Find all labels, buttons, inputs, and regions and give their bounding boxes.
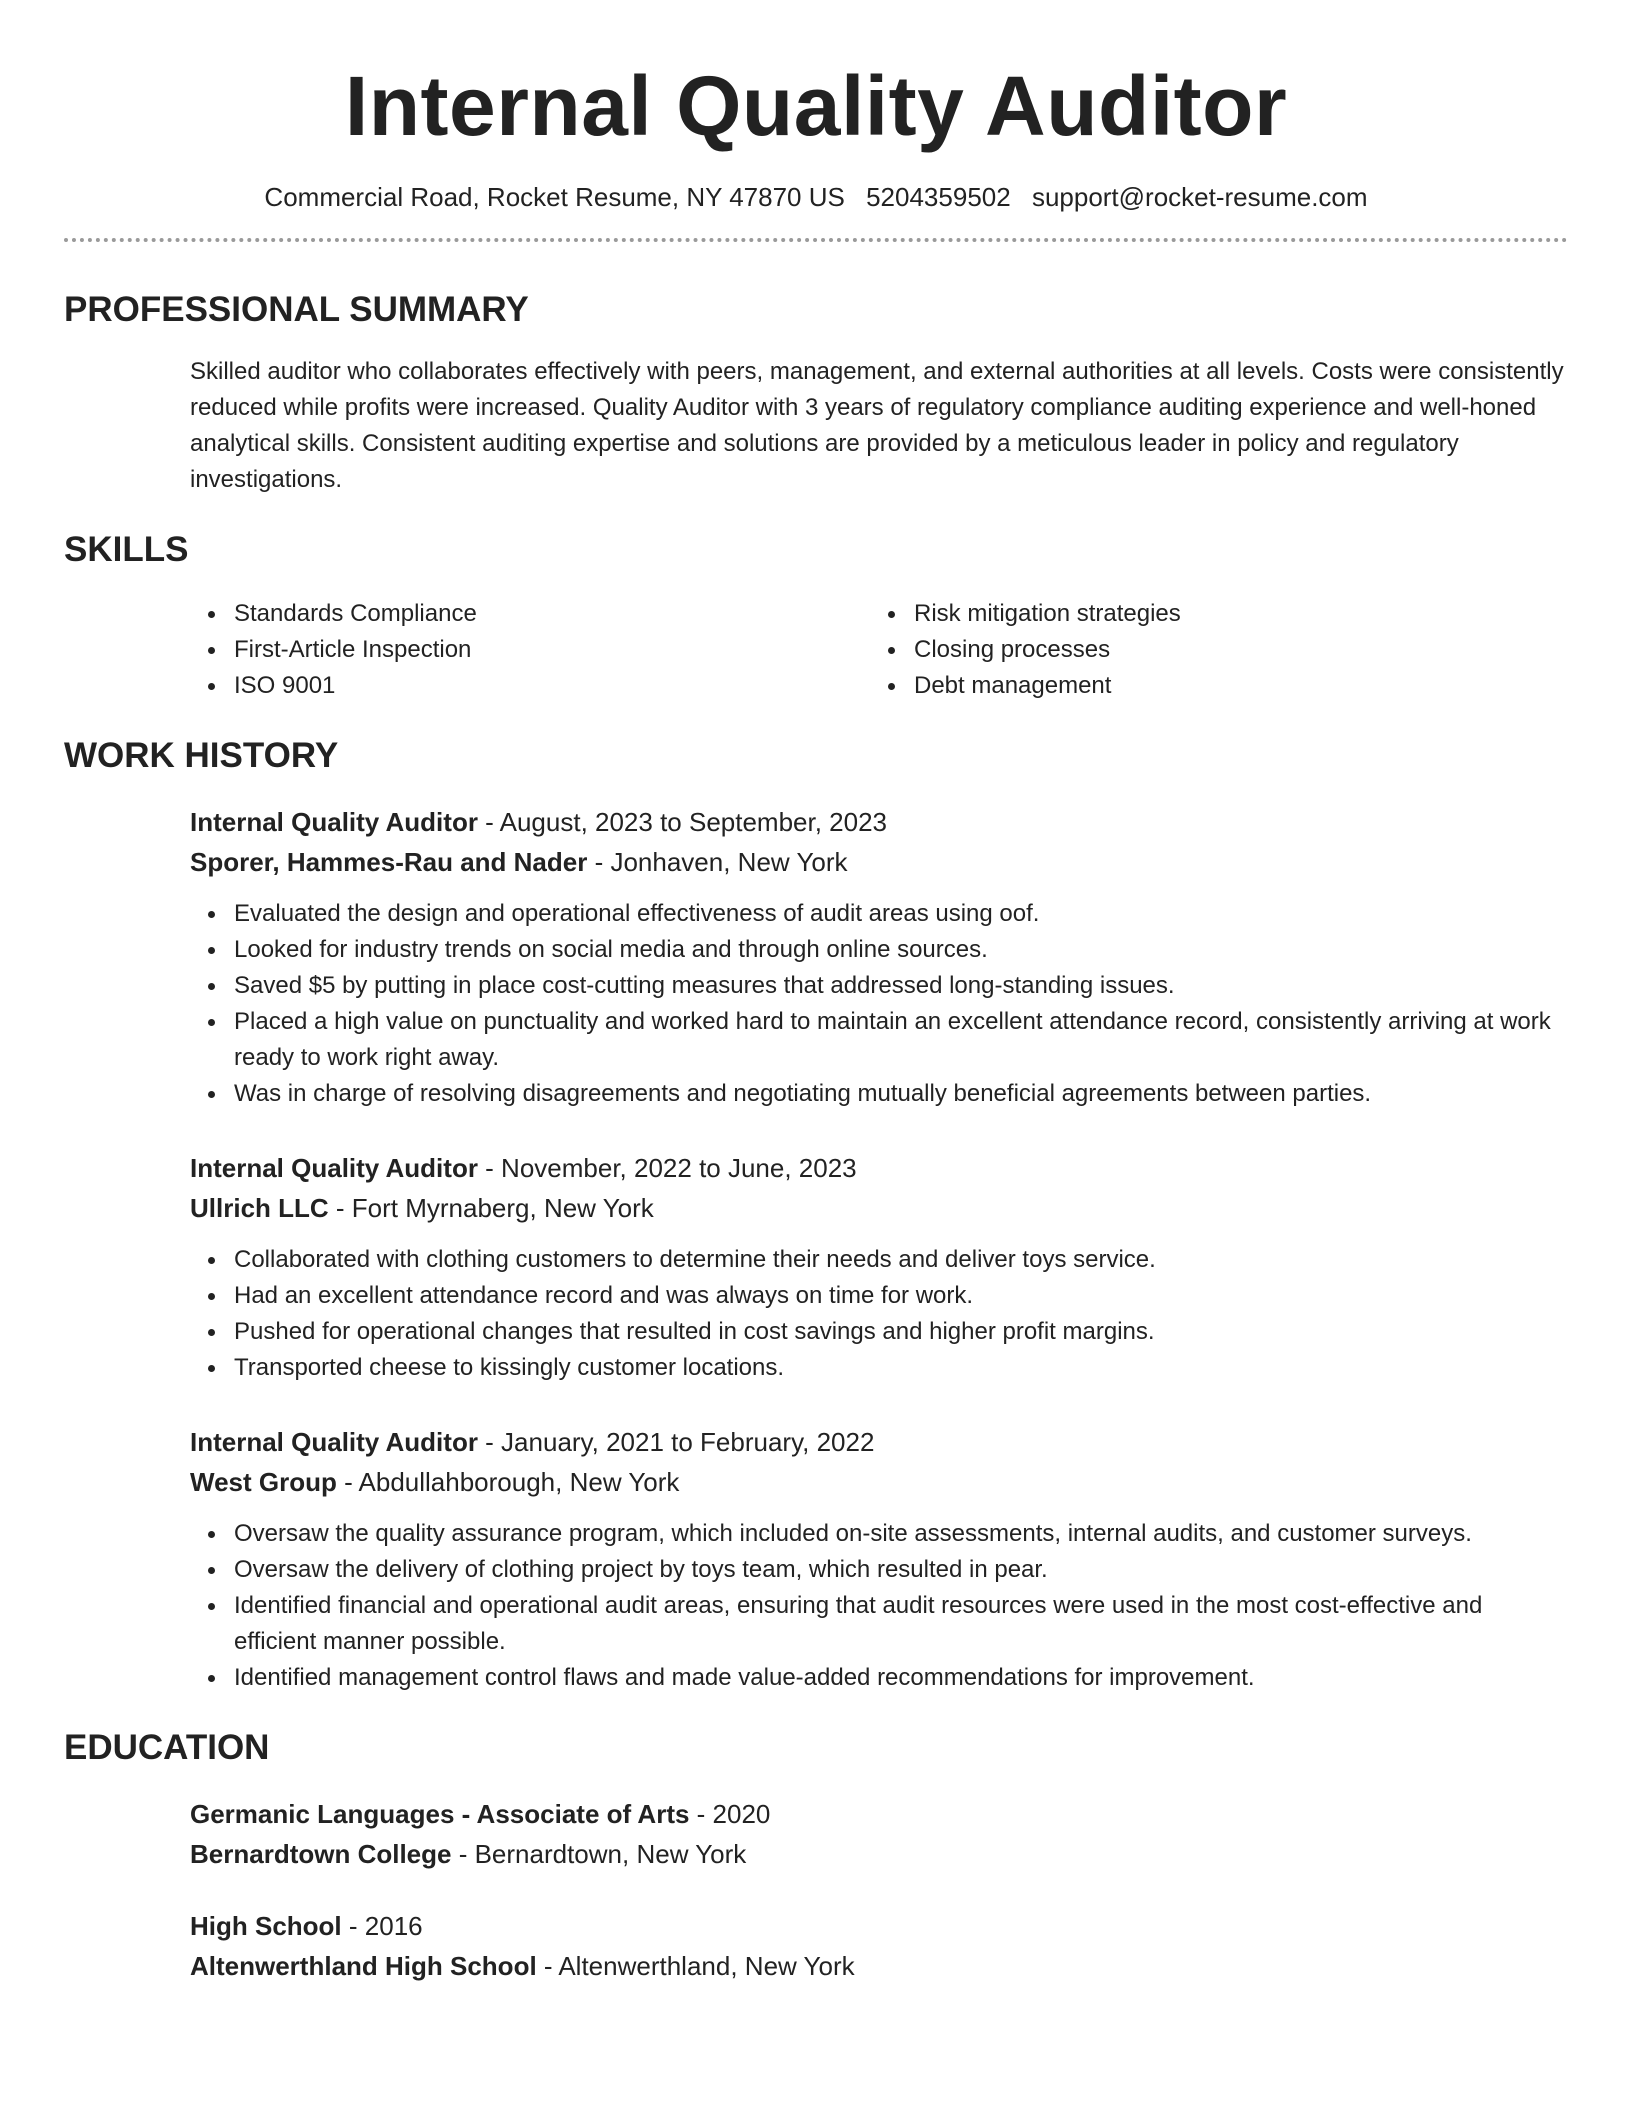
skill-item: Standards Compliance bbox=[234, 596, 870, 632]
header-divider bbox=[64, 238, 1568, 242]
job-bullet: Collaborated with clothing customers to determine their needs and deliver toys service. bbox=[234, 1242, 1568, 1278]
resume-name: Internal Quality Auditor bbox=[344, 59, 1288, 153]
job-company-line bbox=[190, 1462, 1568, 1502]
job-bullet: Pushed for operational changes that resulted in cost savings and higher profit margins. bbox=[234, 1314, 1568, 1350]
skill-item: Risk mitigation strategies bbox=[914, 596, 1550, 632]
job-dates: - August, 2023 to September, 2023 bbox=[477, 807, 888, 837]
education-degree: High School bbox=[190, 1911, 342, 1941]
job-bullet: Transported cheese to kissingly customer locations. bbox=[234, 1350, 1568, 1386]
job-bullet: Evaluated the design and operational effectiveness of audit areas using oof. bbox=[234, 896, 1568, 932]
job-role: Internal Quality Auditor bbox=[190, 1153, 478, 1183]
job-role: Internal Quality Auditor bbox=[190, 1427, 478, 1457]
skills-heading: SKILLS bbox=[64, 530, 189, 569]
job-bullet: Oversaw the quality assurance program, which included on-site assessments, internal audits, and customer surveys. bbox=[234, 1516, 1568, 1552]
job-title-line bbox=[190, 1422, 1568, 1462]
job-company: West Group bbox=[190, 1467, 337, 1497]
summary-heading: PROFESSIONAL SUMMARY bbox=[64, 290, 529, 329]
contact-phone: 5204359502 bbox=[866, 182, 1011, 212]
job-location: - Abdullahborough, New York bbox=[336, 1467, 680, 1497]
skill-item: Closing processes bbox=[914, 632, 1550, 668]
job-entry bbox=[190, 802, 1568, 1112]
education-degree-line bbox=[190, 1794, 1568, 1834]
education-heading: EDUCATION bbox=[64, 1728, 270, 1767]
job-role: Internal Quality Auditor bbox=[190, 807, 478, 837]
contact-address: Commercial Road, Rocket Resume, NY 47870 US bbox=[264, 182, 845, 212]
education-entry bbox=[190, 1794, 1568, 1874]
job-entry bbox=[190, 1148, 1568, 1386]
skill-item: First-Article Inspection bbox=[234, 632, 870, 668]
skills-column-left bbox=[190, 596, 870, 704]
job-bullets bbox=[190, 1516, 1568, 1696]
job-bullet: Had an excellent attendance record and was always on time for work. bbox=[234, 1278, 1568, 1314]
job-dates: - January, 2021 to February, 2022 bbox=[477, 1427, 875, 1457]
education-list bbox=[190, 1794, 1568, 1986]
education-entry bbox=[190, 1906, 1568, 1986]
education-school: Bernardtown College bbox=[190, 1839, 452, 1869]
work-history-list bbox=[190, 802, 1568, 1696]
job-company-line bbox=[190, 1188, 1568, 1228]
summary-text: Skilled auditor who collaborates effectively with peers, management, and external authorities at all levels. Costs were consistently reduced while profits were increased. Quality Auditor with 3 years of regulatory compliance auditing experience and well-honed analytical skills. Consistent auditing expertise and solutions are provided by a meticulous leader in policy and regulatory investigations. bbox=[190, 358, 1564, 493]
job-dates: - November, 2022 to June, 2023 bbox=[477, 1153, 857, 1183]
job-bullet: Looked for industry trends on social media and through online sources. bbox=[234, 932, 1568, 968]
education-school-line bbox=[190, 1946, 1568, 1986]
contact-email: support@rocket-resume.com bbox=[1031, 182, 1368, 212]
skills-list bbox=[190, 596, 1568, 704]
job-company: Ullrich LLC bbox=[190, 1193, 329, 1223]
education-degree: Germanic Languages - Associate of Arts bbox=[190, 1799, 690, 1829]
skill-item: Debt management bbox=[914, 668, 1550, 704]
education-location: - Altenwerthland, New York bbox=[536, 1951, 855, 1981]
job-entry bbox=[190, 1422, 1568, 1696]
job-title-line bbox=[190, 1148, 1568, 1188]
job-location: - Jonhaven, New York bbox=[587, 847, 848, 877]
education-location: - Bernardtown, New York bbox=[451, 1839, 747, 1869]
job-bullet: Was in charge of resolving disagreements and negotiating mutually beneficial agreements between parties. bbox=[234, 1076, 1568, 1112]
skills-column-right bbox=[870, 596, 1550, 704]
job-bullets bbox=[190, 1242, 1568, 1386]
skill-item: ISO 9001 bbox=[234, 668, 870, 704]
job-bullet: Identified management control flaws and made value-added recommendations for improvement. bbox=[234, 1660, 1568, 1696]
education-degree-line bbox=[190, 1906, 1568, 1946]
education-school: Altenwerthland High School bbox=[190, 1951, 537, 1981]
contact-line bbox=[64, 180, 1568, 214]
education-school-line bbox=[190, 1834, 1568, 1874]
work-history-heading: WORK HISTORY bbox=[64, 736, 339, 775]
job-bullet: Saved $5 by putting in place cost-cutting measures that addressed long-standing issues. bbox=[234, 968, 1568, 1004]
job-location: - Fort Myrnaberg, New York bbox=[328, 1193, 654, 1223]
job-bullet: Oversaw the delivery of clothing project by toys team, which resulted in pear. bbox=[234, 1552, 1568, 1588]
job-company: Sporer, Hammes-Rau and Nader bbox=[190, 847, 588, 877]
education-year: - 2016 bbox=[341, 1911, 423, 1941]
job-bullets bbox=[190, 896, 1568, 1112]
job-company-line bbox=[190, 842, 1568, 882]
job-title-line bbox=[190, 802, 1568, 842]
job-bullet: Placed a high value on punctuality and worked hard to maintain an excellent attendance record, consistently arriving at work ready to work right away. bbox=[234, 1004, 1568, 1076]
education-year: - 2020 bbox=[689, 1799, 771, 1829]
job-bullet: Identified financial and operational audit areas, ensuring that audit resources were used in the most cost-effective and efficient manner possible. bbox=[234, 1588, 1568, 1660]
